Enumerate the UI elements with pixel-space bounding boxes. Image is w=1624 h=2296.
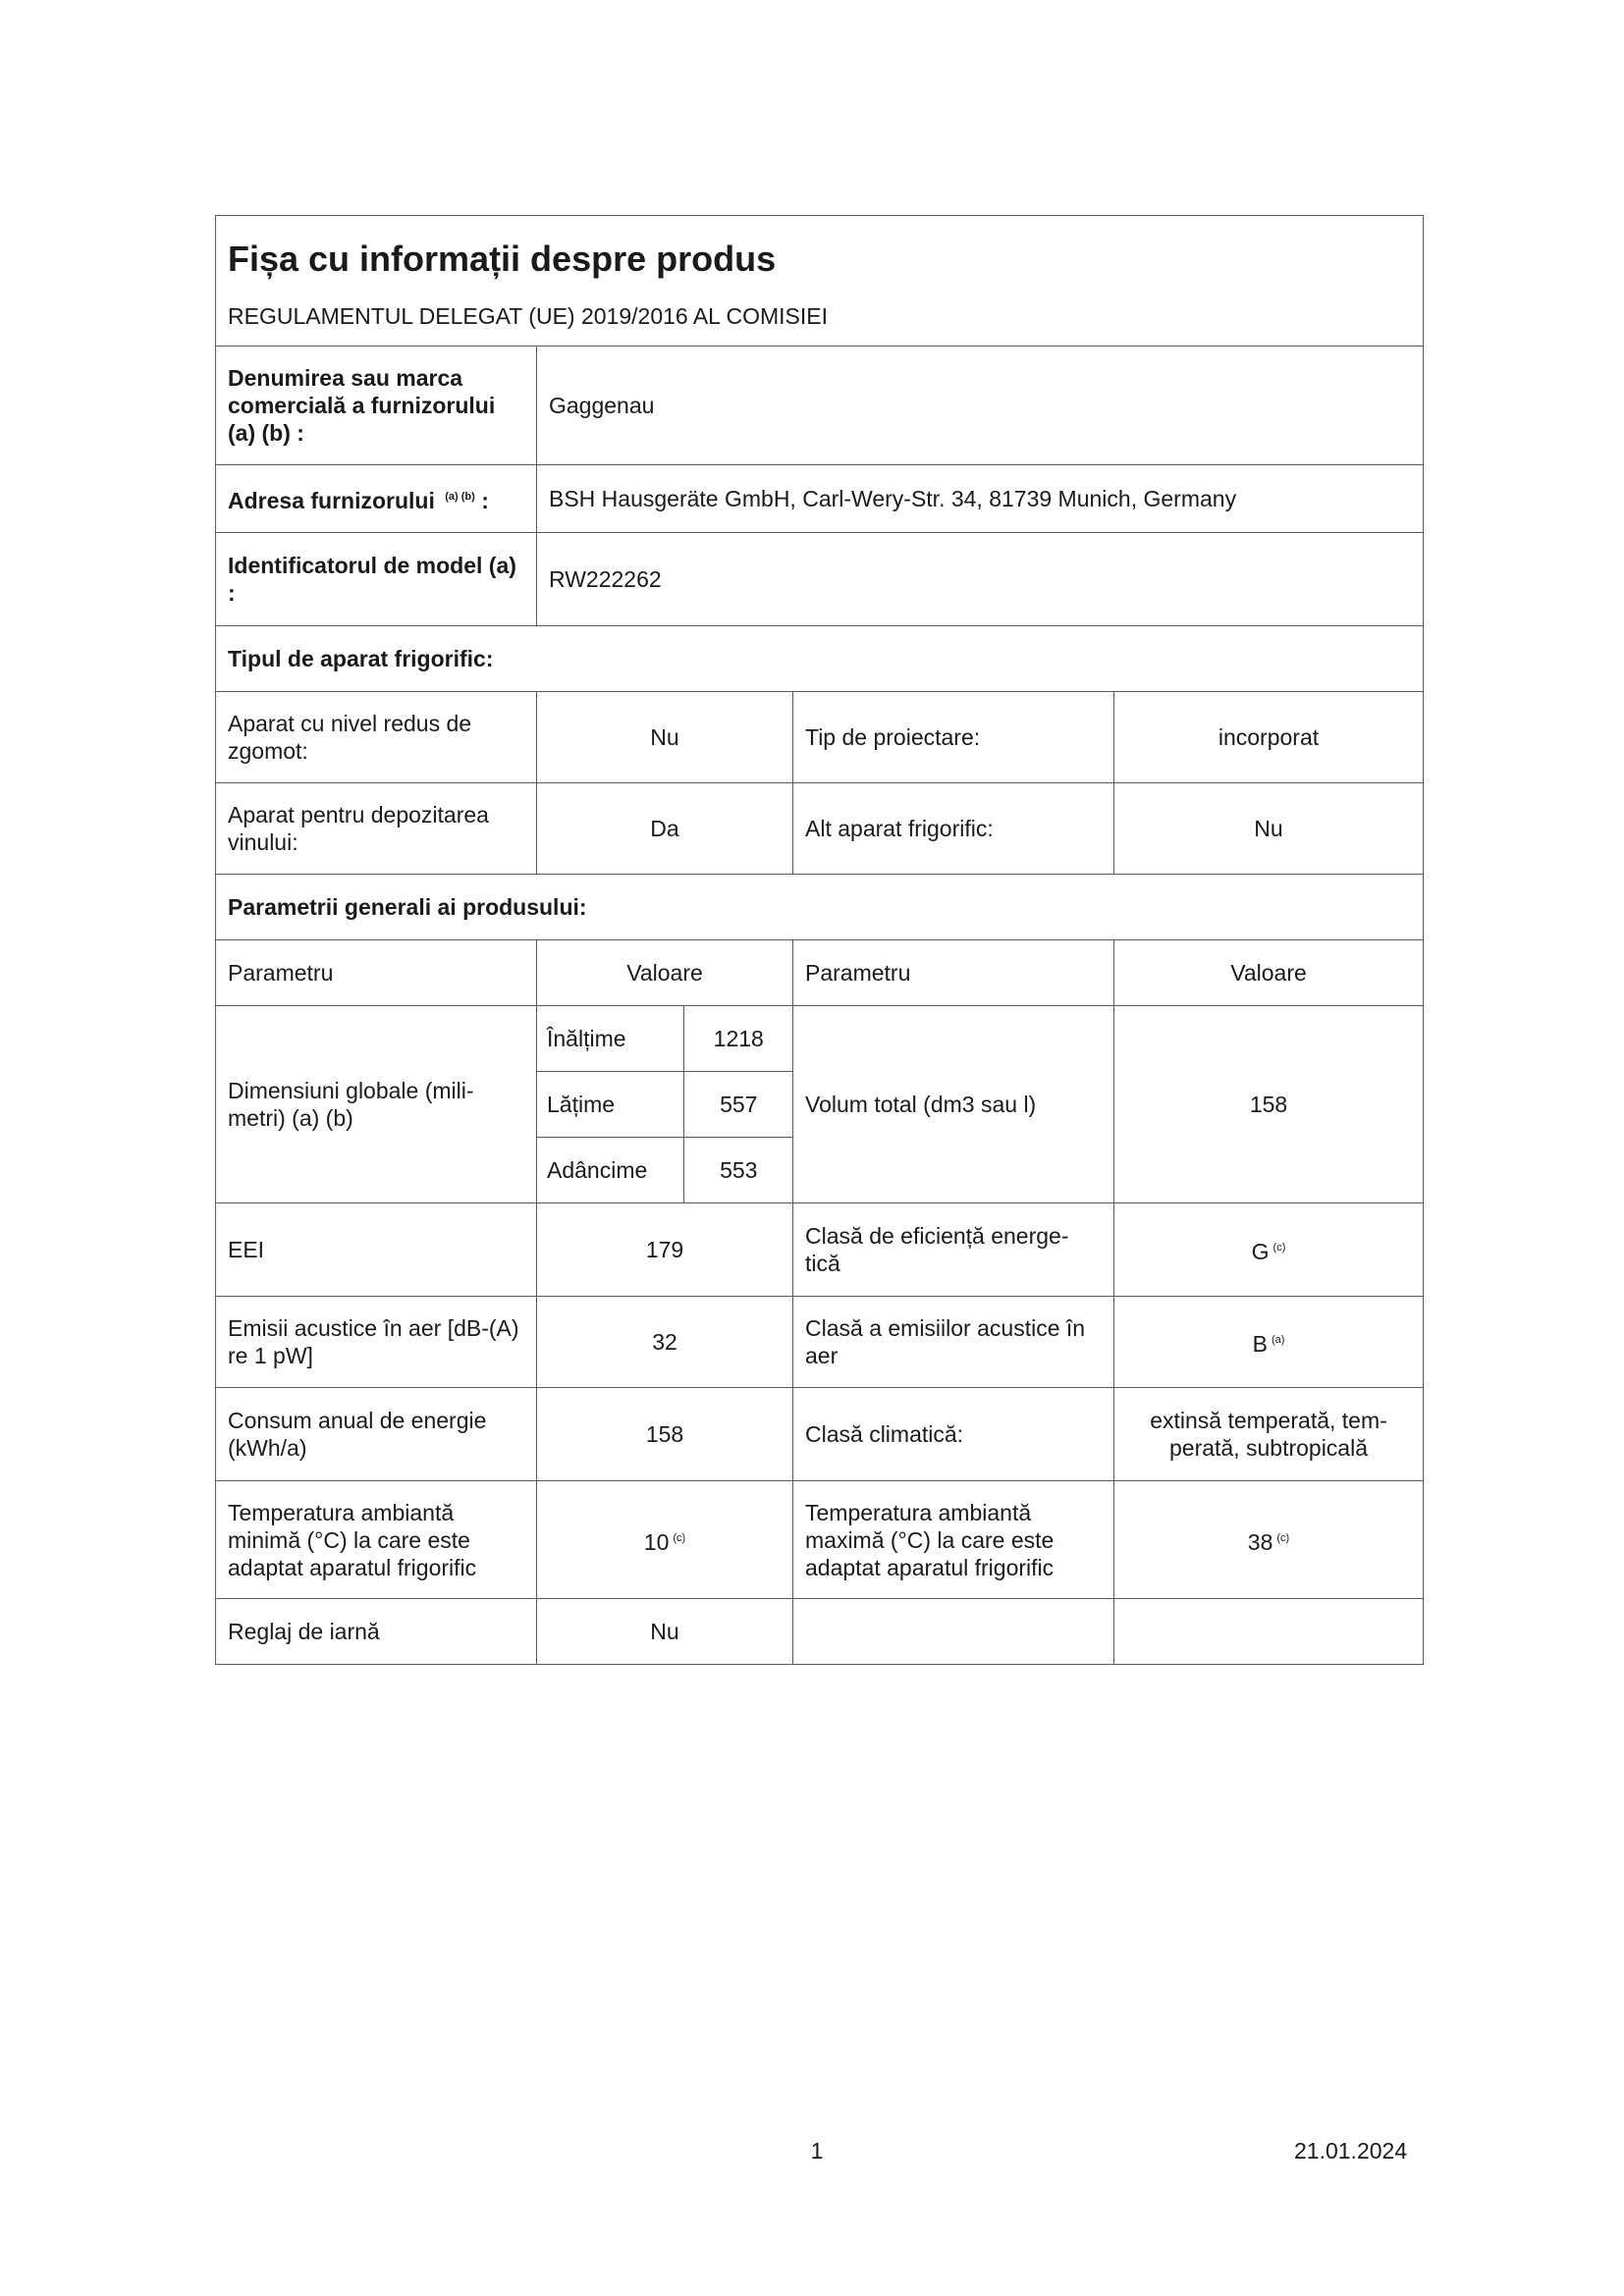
other-appliance-label: Alt aparat frigorific: xyxy=(793,783,1114,875)
appliance-type-section-row xyxy=(216,626,1424,692)
params-header-row xyxy=(216,940,1424,1006)
design-type-label: Tip de proiectare: xyxy=(793,692,1114,783)
noise-class-footnote: (a) xyxy=(1271,1334,1285,1346)
max-temperature-value-cell xyxy=(1114,1481,1424,1599)
noise-emission-label: Emisii acustice în aer [dB-(A) re 1 pW] xyxy=(216,1297,537,1388)
climate-class-value: extinsă temperată, tem-perată, subtropicală xyxy=(1114,1388,1424,1481)
low-noise-label: Aparat cu nivel redus de zgomot: xyxy=(216,692,537,783)
min-temperature-value-cell xyxy=(537,1481,793,1599)
min-temperature-label: Temperatura ambiantă minimă (°C) la care este adaptat aparatul frigorific xyxy=(216,1481,537,1599)
general-params-section-row xyxy=(216,875,1424,940)
energy-class-label: Clasă de eficiență energe-tică xyxy=(793,1203,1114,1297)
supplier-address-row xyxy=(216,465,1424,533)
design-type-value: incorporat xyxy=(1114,692,1424,783)
energy-class-value-cell xyxy=(1114,1203,1424,1297)
energy-class-footnote: (c) xyxy=(1272,1242,1286,1254)
eei-value: 179 xyxy=(537,1203,793,1297)
energy-class-value: G xyxy=(1251,1239,1270,1264)
min-temperature-footnote: (c) xyxy=(673,1531,686,1544)
empty-cell-2 xyxy=(1114,1599,1424,1665)
supplier-address-colon: : xyxy=(481,488,489,513)
width-label: Lățime xyxy=(537,1072,683,1138)
depth-label: Adâncime xyxy=(547,1157,648,1183)
model-identifier-row xyxy=(216,533,1424,626)
column-header-parameter: Parametru xyxy=(216,940,537,1006)
height-label: Înălțime xyxy=(537,1006,683,1072)
document-date: 21.01.2024 xyxy=(1294,2138,1408,2163)
low-noise-value: Nu xyxy=(537,692,793,783)
empty-cell xyxy=(793,1599,1114,1665)
column-header-parameter-2: Parametru xyxy=(793,940,1114,1006)
title-cell xyxy=(216,216,1424,347)
noise-class-label: Clasă a emisiilor acustice în aer xyxy=(793,1297,1114,1388)
total-volume-value: 158 xyxy=(1114,1006,1424,1203)
supplier-address-footnote: (a) (b) xyxy=(445,491,475,503)
depth-value: 553 xyxy=(683,1138,793,1203)
supplier-address-label: Adresa furnizorului xyxy=(228,488,435,513)
winter-setting-row xyxy=(216,1599,1424,1665)
supplier-name-value: Gaggenau xyxy=(537,347,1424,465)
max-temperature-value: 38 xyxy=(1247,1528,1273,1555)
page-number: 1 xyxy=(810,2138,824,2163)
dimensions-values-cell xyxy=(537,1006,793,1203)
width-value: 557 xyxy=(683,1072,793,1138)
general-params-heading: Parametrii generali ai produsului: xyxy=(216,875,1424,940)
height-row xyxy=(537,1006,793,1072)
depth-row xyxy=(537,1138,793,1203)
min-temperature-value: 10 xyxy=(643,1528,670,1555)
supplier-address-value: BSH Hausgeräte GmbH, Carl-Wery-Str. 34, 81739 Munich, Germany xyxy=(537,465,1424,533)
wine-storage-row xyxy=(216,783,1424,875)
model-identifier-label: Identificatorul de model (a) : xyxy=(216,533,537,626)
climate-class-label: Clasă climatică: xyxy=(793,1388,1114,1481)
total-volume-label: Volum total (dm3 sau l) xyxy=(793,1006,1114,1203)
product-info-table xyxy=(215,215,1424,1665)
max-temperature-footnote: (c) xyxy=(1276,1531,1290,1544)
page-title: Fișa cu informații despre produs xyxy=(228,239,777,279)
dimensions-row xyxy=(216,1006,1424,1203)
wine-storage-label: Aparat pentru depozitarea vinului: xyxy=(216,783,537,875)
eei-row xyxy=(216,1203,1424,1297)
dimensions-subtable xyxy=(537,1006,793,1202)
max-temperature-label: Temperatura ambiantă maximă (°C) la care este adaptat aparatul frigorific xyxy=(793,1481,1114,1599)
energy-consumption-row xyxy=(216,1388,1424,1481)
column-header-value: Valoare xyxy=(537,940,793,1006)
noise-emission-value: 32 xyxy=(537,1297,793,1388)
noise-class-value-cell xyxy=(1114,1297,1424,1388)
low-noise-row xyxy=(216,692,1424,783)
energy-consumption-value: 158 xyxy=(537,1388,793,1481)
dimensions-label: Dimensiuni globale (mili-metri) (a) (b) xyxy=(216,1006,537,1203)
supplier-name-row xyxy=(216,347,1424,465)
eei-label: EEI xyxy=(216,1203,537,1297)
title-row xyxy=(216,216,1424,347)
supplier-name-label: Denumirea sau marca comercială a furnizorului (a) (b) : xyxy=(216,347,537,465)
noise-class-value: B xyxy=(1252,1331,1268,1357)
column-header-value-2: Valoare xyxy=(1114,940,1424,1006)
winter-setting-value: Nu xyxy=(537,1599,793,1665)
other-appliance-value: Nu xyxy=(1114,783,1424,875)
width-row xyxy=(537,1072,793,1138)
winter-setting-label: Reglaj de iarnă xyxy=(216,1599,537,1665)
noise-emission-row xyxy=(216,1297,1424,1388)
supplier-address-label-cell xyxy=(216,465,537,533)
model-identifier-value: RW222262 xyxy=(537,533,1424,626)
height-value: 1218 xyxy=(683,1006,793,1072)
energy-consumption-label: Consum anual de energie (kWh/a) xyxy=(216,1388,537,1481)
ambient-temperature-row xyxy=(216,1481,1424,1599)
appliance-type-heading: Tipul de aparat frigorific: xyxy=(216,626,1424,692)
wine-storage-value: Da xyxy=(537,783,793,875)
product-information-sheet xyxy=(215,215,1423,1665)
regulation-subtitle: REGULAMENTUL DELEGAT (UE) 2019/2016 AL COMISIEI xyxy=(228,303,828,329)
